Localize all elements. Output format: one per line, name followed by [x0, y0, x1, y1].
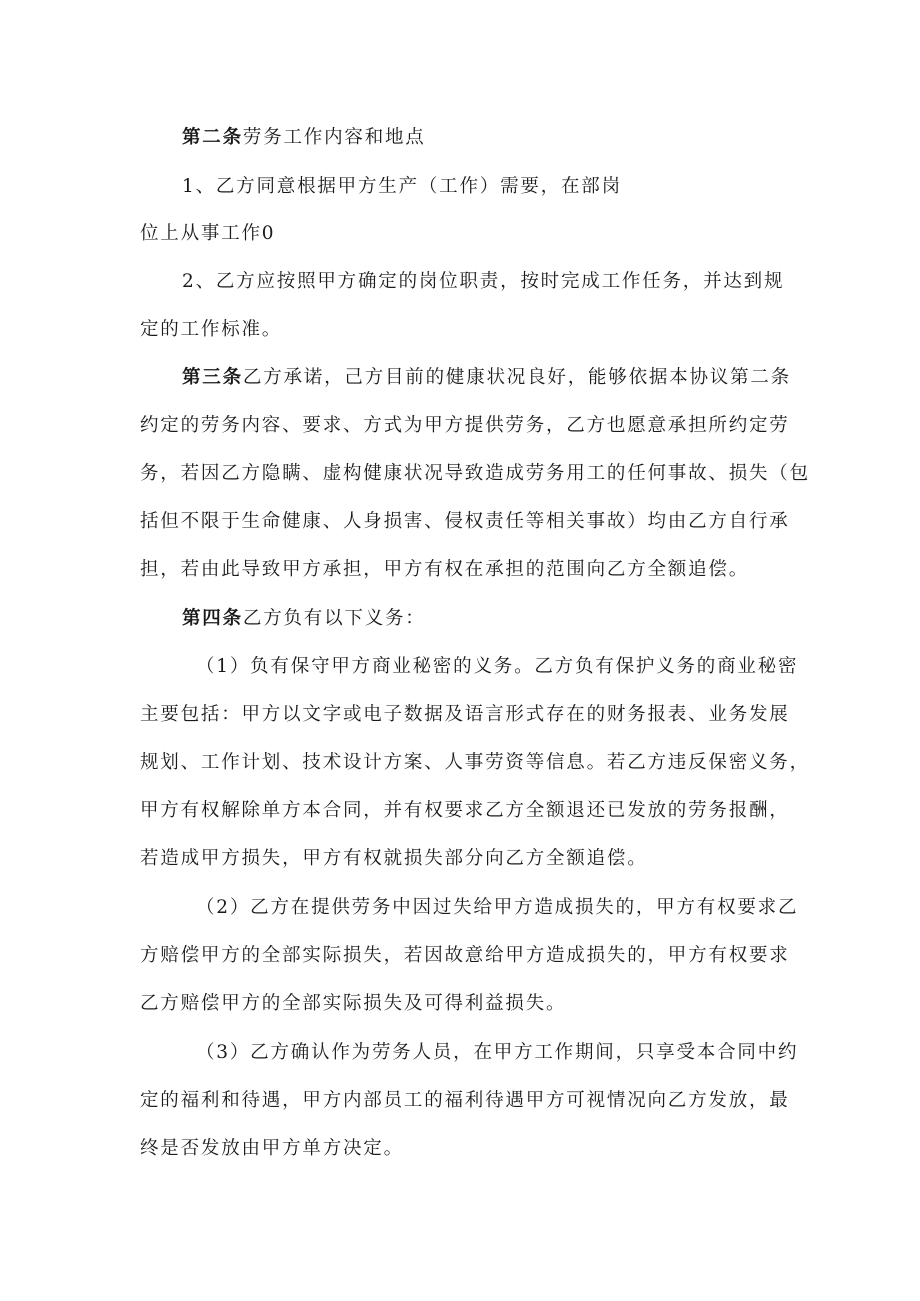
clause-1-line-4: 甲方有权解除单方本合同，并有权要求乙方全额退还已发放的劳务报酬， — [140, 800, 790, 821]
clause-1-line-1: （1）负有保守甲方商业秘密的义务。乙方负有保护义务的商业秘密 — [196, 656, 799, 677]
article-4-intro-line — [182, 607, 426, 631]
clause-2-line-3: 乙方赔偿甲方的全部实际损失及可得利益损失。 — [140, 993, 567, 1014]
article-3-line-1 — [182, 366, 791, 390]
article-3-line-3: 务，若因乙方隐瞒、虚构健康状况导致造成劳务用工的任何事故、损失（包 — [140, 463, 810, 484]
article-2-item-2-line-2: 定的工作标准。 — [140, 319, 283, 340]
clause-3-line-1: （3）乙方确认作为劳务人员，在甲方工作期间，只享受本合同中约 — [196, 1042, 799, 1063]
clause-2-line-1: （2）乙方在提供劳务中因过失给甲方造成损失的，甲方有权要求乙 — [196, 897, 799, 918]
clause-1-line-2: 主要包括：甲方以文字或电子数据及语言形式存在的财务报表、业务发展 — [140, 704, 790, 725]
article-2-item-2-line-1: 2、乙方应按照甲方确定的岗位职责，按时完成工作任务，并达到规 — [182, 271, 785, 292]
article-3-text: 乙方承诺，己方目前的健康状况良好，能够依据本协议第二条 — [242, 367, 792, 388]
article-2-item-1-line-2: 位上从事工作0 — [140, 223, 276, 244]
clause-1-line-5: 若造成甲方损失，甲方有权就损失部分向乙方全额追偿。 — [140, 848, 648, 869]
article-3-line-5: 担，若由此导致甲方承担，甲方有权在承担的范围向乙方全额追偿。 — [140, 559, 750, 580]
clause-2-line-2: 方赔偿甲方的全部实际损失，若因故意给甲方造成损失的，甲方有权要求 — [140, 945, 790, 966]
clause-3-line-3: 终是否发放由甲方单方决定。 — [140, 1138, 404, 1159]
clause-3-line-2: 定的福利和待遇，甲方内部员工的福利待遇甲方可视情况向乙方发放，最 — [140, 1090, 790, 1111]
article-2-title: 劳务工作内容和地点 — [242, 127, 426, 148]
article-4-intro: 乙方负有以下义务： — [242, 608, 426, 629]
article-2-item-1-line-1: 1、乙方同意根据甲方生产（工作）需要，在部岗 — [182, 176, 622, 197]
article-4-heading: 第四条 — [182, 608, 243, 629]
article-3-line-2: 约定的劳务内容、要求、方式为甲方提供劳务，乙方也愿意承担所约定劳 — [140, 415, 790, 436]
article-2-title-line — [182, 126, 426, 150]
clause-1-line-3: 规划、工作计划、技术设计方案、人事劳资等信息。若乙方违反保密义务， — [140, 752, 810, 773]
article-3-line-4: 括但不限于生命健康、人身损害、侵权责任等相关事故）均由乙方自行承 — [140, 511, 790, 532]
article-3-heading: 第三条 — [182, 367, 243, 388]
article-2-heading: 第二条 — [182, 127, 243, 148]
